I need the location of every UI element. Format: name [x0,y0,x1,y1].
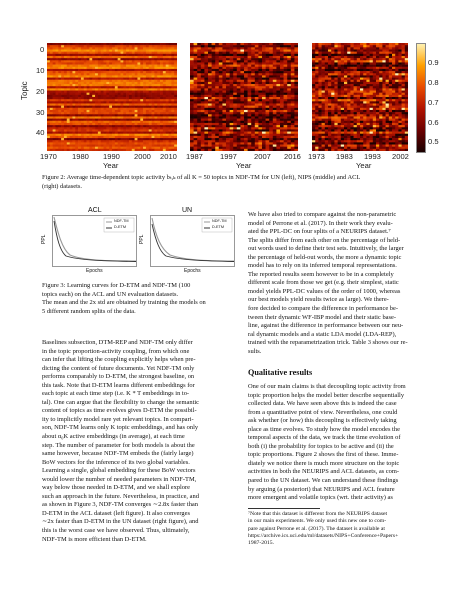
panel-title: UN [182,207,193,214]
text-line: performs comparably to D-ETM, the strongest baseline, on [42,373,195,381]
text-line: dicting the content of future documents. Yet NDF-TM only [42,364,195,372]
footnote-line: https://archive.ics.uci.edu/ml/datasets/NIPS+Conference+Papers+ [248,532,399,539]
footnote-line: 1987-2015. [248,540,275,547]
text-line: BoW vectors for the inference of its two global variables. [42,458,190,466]
text-line: NDF-TM is more efficient than D-ETM. [42,535,147,543]
text-line: son, NDF-TM learns only K topic embeddings, and has only [42,424,199,432]
text-line: step. The number of parameter for both models is about the [42,441,195,449]
text-line: ated the PPL-DC on four splits of a NEURIPS dataset.⁷ [248,228,391,236]
section-heading: Qualitative results [248,368,313,377]
text-line: different scale from those we get (e.g. their simplest, static [248,279,399,287]
text-line: line, against the difference in performance between our neu- [248,322,404,330]
figure-2-caption: Figure 2: Average time-dependent topic activity bₜ,ₖ of all K = 50 topics in NDF-TM for UN (left), NIPS (middle) and ACL (right) datasets. [42,174,361,190]
x-tick: 2000 [134,152,151,161]
x-tick: 1997 [220,152,237,161]
text-line: tal). One can argue that the flexibility to change the semantic [42,398,200,406]
colorbar-tick: 0.5 [428,137,439,146]
colorbar-tick: 0.6 [428,118,439,127]
x-tick: 2002 [392,152,409,161]
text-line: each topic at each time step (i.e. K * T embeddings in to- [42,390,190,398]
x-axis-label: Year [356,161,372,170]
x-tick: 1970 [40,152,57,161]
text-line: same however, because NDF-TM embeds the (fairly large) [42,450,194,458]
left-column-body [42,339,239,544]
text-line: model yields PPL-DC values of the order of 1000, whereas [248,287,401,295]
text-line: The reported results seem however to be in a completely [248,270,394,278]
y-axis-label: PPL [139,234,145,244]
text-line: ity to implicitly model rare yet relevant topics. In compari- [42,415,194,423]
y-tick: 40 [36,128,45,137]
text-line: sults. [248,347,262,355]
footnote [248,511,440,547]
figure-3-caption: Figure 3: Learning curves for D-ETM and NDF-TM (100 topics each) on the ACL and UN evaluation datasets. The mean and the 2x std are obtained by training the models on 5 different random splits of the data. [42,282,206,315]
text-line: We have also tried to compare against the non-parametric [248,211,397,218]
text-line: both (i) the probability for topics to be active and (ii) the [248,442,394,450]
legend-label: D-ETM [212,224,225,229]
text-line: Learning a single, global embedding for these BoW vectors [42,467,196,475]
footnote-rule [248,508,320,509]
legend-label: NDF-TM [212,218,227,223]
colorbar-tick: 0.8 [428,78,439,87]
y-tick: 30 [36,108,45,117]
x-axis-label: Year [236,161,252,170]
text-line: collected data. We have seen above this is indeed the case [248,400,397,408]
text-line: Baselines subsection, DTM-REP and NDF-TM only differ [42,339,193,346]
y-axis-label: Topic [20,81,29,100]
colorbar [416,43,426,153]
right-column-body [248,211,440,356]
text-line: about α₀K active embeddings (in average), at each time [42,433,185,441]
text-line: such an approach in the future. Nevertheless, in practice, and [42,492,199,500]
x-axis-label: Epochs [184,268,201,274]
text-line: place as time evolves. To study how the model encodes the [248,425,400,433]
text-line: trained with the reparametrization trick. Table 3 shows our re- [248,339,408,347]
text-line: model of Perrone et al. (2017). In their work they evalu- [248,219,393,227]
text-line: activities in both the NEURIPS and ACL datasets, as com- [248,468,400,476]
x-tick: 2016 [284,152,301,161]
legend-label: NDF-TM [114,218,129,223]
text-line: from a quantitative point of view. Nevertheless, one could [248,408,398,416]
text-line: topic proportions. Figure 2 shows the first of these. Imme- [248,451,399,459]
text-line: can infer that lifting the coupling explicitly helps when pre- [42,356,196,364]
text-line: D-ETM in the ACL dataset (left figure). It also converges [42,509,191,517]
legend-label: D-ETM [114,224,127,229]
text-line: in the topic proportion-activity coupling, from which one [42,347,190,355]
qualitative-body [248,383,440,503]
text-line: One of our main claims is that decoupling topic activity from [248,383,406,390]
text-line: The splits differ from each other on the percentage of held- [248,236,401,244]
text-line: this task. Note that D-ETM learns different embeddings for [42,381,195,389]
text-line: pared to the UN dataset. We can understand these findings [248,477,399,485]
text-line: ∼2x faster than D-ETM in the UN dataset (right figure), and [42,518,199,526]
heatmap-nips [190,43,298,151]
x-axis-label: Epochs [86,268,103,274]
text-line: tween their dynamic WF-IBP model and their static base- [248,313,397,321]
text-line: this is the worst case we have observed. Thus, ultimately, [42,527,190,535]
y-tick: 10 [36,66,45,75]
text-line: fore decided to compare the difference in performance be- [248,305,399,313]
text-line: diately we notice there is much more structure on the topic [248,459,400,467]
footnote-line: pare against Perrone et al. (2017). The dataset is available at [248,525,385,532]
heatmap-acl [312,43,408,151]
y-axis-label: PPL [41,234,47,244]
learning-curve-acl [52,215,137,267]
x-tick: 2010 [160,152,177,161]
text-line: as shown in Figure 3, NDF-TM converges ∼2.8x faster than [42,501,198,509]
x-tick: 1973 [308,152,325,161]
text-line: the percentage of held-out words, the more a dynamic topic [248,253,402,261]
heatmap-un [47,43,177,151]
text-line: topic proportion helps the model better describe sequentially [248,391,405,399]
text-line: by arguing (a posteriori) that NEURIPS and ACL feature [248,485,395,493]
learning-curve-un [150,215,235,267]
text-line: temporal aspects of the data, we track the time evolution of [248,434,401,442]
text-line: model has to rely on its inferred temporal representations. [248,262,397,270]
y-tick: 20 [36,87,45,96]
x-tick: 1990 [103,152,120,161]
x-tick: 1980 [72,152,89,161]
text-line: would lower the number of needed parameters in NDF-TM, [42,475,197,483]
x-tick: 2007 [254,152,271,161]
colorbar-tick: 0.7 [428,98,439,107]
colorbar-tick: 0.9 [428,58,439,67]
x-tick: 1987 [186,152,203,161]
text-line: out words used to define their test sets. Intuitively, the larger [248,245,404,253]
x-tick: 1983 [336,152,353,161]
text-line: content of topics as time evolves gives D-ETM the possibil- [42,407,197,415]
text-line: ral dynamic models and a static LDA model (LDA-REP), [248,330,397,338]
text-line: more emergent and volatile topics (wrt. their activity) as [248,494,393,502]
text-line: way below those needed in D-ETM, and we shall explore [42,484,191,492]
x-tick: 1993 [364,152,381,161]
y-tick: 0 [40,45,45,54]
text-line: our best models yield results twice as large). We there- [248,296,389,304]
footnote-line: ⁷Note that this dataset is different from the NEURIPS dataset [248,511,388,517]
text-line: ask whether (or how) this decoupling is effectively taking [248,417,397,425]
panel-title: ACL [88,207,102,214]
footnote-line: in our main experiments. We only used this new one to com- [248,518,387,525]
x-axis-label: Year [103,161,119,170]
